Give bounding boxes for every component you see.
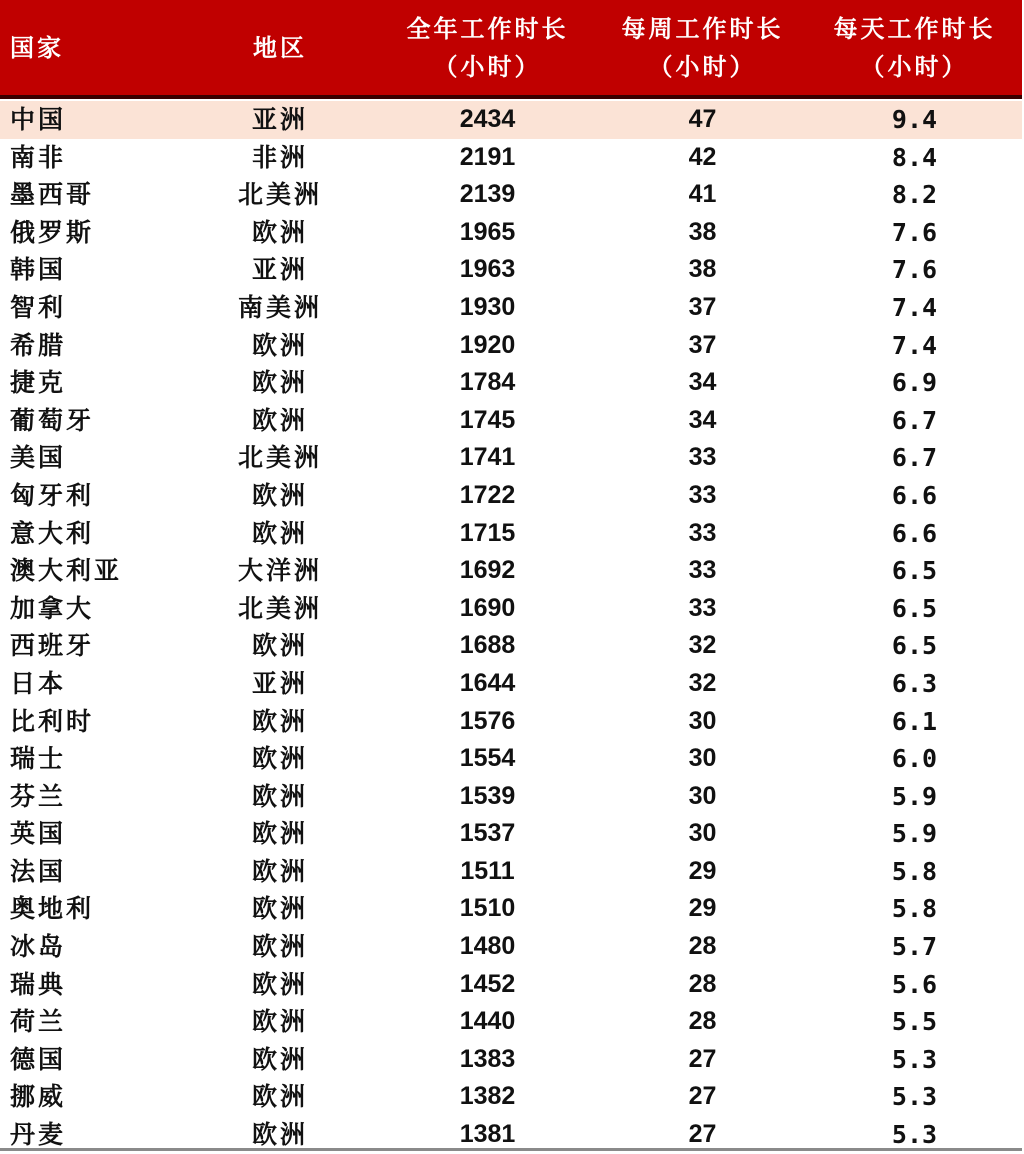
cell-weekly: 42 [688,142,717,171]
table-row [0,1003,1022,1041]
cell-country: 南非 [10,142,67,172]
header-country [0,0,140,95]
cell-country: 加拿大 [10,593,95,623]
header-region-label: 地区 [253,32,307,62]
cell-annual: 1688 [459,631,516,660]
cell-weekly: 27 [688,1044,717,1073]
cell-region: 欧洲 [251,1007,308,1037]
table-row [0,590,1022,628]
cell-region: 欧洲 [251,1044,308,1074]
cell-annual: 1440 [459,1007,516,1036]
table-row [0,439,1022,477]
cell-weekly: 34 [688,405,717,434]
cell-daily: 5.8 [891,894,938,924]
cell-annual: 1930 [459,292,516,321]
header-annual-hours [385,0,590,95]
table-row [0,477,1022,515]
cell-daily: 5.9 [891,819,938,849]
cell-annual: 1576 [459,706,516,735]
cell-region: 欧洲 [251,330,308,360]
cell-weekly: 38 [688,255,717,284]
table-row [0,778,1022,816]
cell-country: 捷克 [10,368,67,398]
cell-region: 欧洲 [251,894,308,924]
cell-daily: 6.6 [891,518,938,548]
cell-country: 葡萄牙 [10,405,95,435]
cell-weekly: 29 [688,856,717,885]
cell-annual: 1644 [459,668,516,697]
cell-annual: 2139 [459,180,516,209]
cell-weekly: 27 [688,1082,717,1111]
cell-daily: 6.1 [891,706,938,736]
cell-weekly: 33 [688,593,717,622]
table-row [0,552,1022,590]
cell-weekly: 30 [688,706,717,735]
cell-region: 欧洲 [251,932,308,962]
cell-daily: 7.4 [891,330,938,360]
table-row [0,740,1022,778]
table-row [0,815,1022,853]
cell-annual: 2191 [459,142,516,171]
cell-region: 非洲 [251,142,308,172]
cell-annual: 1745 [459,405,516,434]
cell-daily: 8.4 [891,142,938,172]
cell-country: 匈牙利 [10,480,95,510]
cell-daily: 6.7 [891,405,938,435]
cell-region: 亚洲 [251,668,308,698]
table-row [0,890,1022,928]
cell-annual: 2434 [459,105,516,133]
cell-region: 欧洲 [251,1120,308,1150]
cell-region: 欧洲 [251,480,308,510]
cell-annual: 1920 [459,330,516,359]
table-row [0,515,1022,553]
table-row [0,327,1022,365]
cell-region: 欧洲 [251,706,308,736]
cell-annual: 1537 [459,819,516,848]
cell-country: 意大利 [10,518,95,548]
cell-annual: 1480 [459,932,516,961]
cell-region: 欧洲 [251,969,308,999]
cell-region: 欧洲 [251,368,308,398]
cell-annual: 1511 [460,856,515,885]
cell-weekly: 33 [688,518,717,547]
cell-country: 荷兰 [10,1007,67,1037]
cell-region: 南美洲 [237,292,322,322]
header-region [205,0,355,95]
cell-country: 芬兰 [10,781,67,811]
cell-country: 美国 [10,443,67,473]
cell-annual: 1690 [459,593,516,622]
cell-annual: 1383 [459,1044,516,1073]
cell-region: 欧洲 [251,631,308,661]
cell-country: 丹麦 [10,1120,67,1150]
cell-country: 希腊 [10,330,67,360]
header-daily-hours [812,0,1017,95]
cell-country: 瑞士 [10,744,67,774]
cell-daily: 9.4 [891,105,938,134]
cell-region: 欧洲 [251,744,308,774]
table-row [0,966,1022,1004]
cell-country: 冰岛 [10,932,67,962]
table-row [0,1041,1022,1079]
cell-weekly: 37 [688,292,717,321]
cell-annual: 1741 [459,443,516,472]
header-weekly-line1: 每周工作时长 [621,13,784,43]
cell-weekly: 28 [688,969,717,998]
header-daily-line1: 每天工作时长 [833,13,996,43]
table-row [0,1078,1022,1116]
cell-daily: 5.6 [891,969,938,999]
cell-annual: 1381 [459,1120,516,1149]
cell-weekly: 30 [688,781,717,810]
cell-weekly: 29 [688,894,717,923]
cell-country: 英国 [10,819,67,849]
cell-country: 挪威 [10,1082,67,1112]
cell-weekly: 27 [688,1120,717,1149]
table-row [0,214,1022,252]
cell-region: 欧洲 [251,405,308,435]
cell-region: 北美洲 [237,180,322,210]
cell-daily: 8.2 [891,180,938,210]
cell-daily: 5.5 [891,1007,938,1037]
header-weekly-hours [600,0,805,95]
table-row [0,289,1022,327]
cell-region: 北美洲 [237,593,322,623]
cell-daily: 5.3 [891,1082,938,1112]
cell-region: 亚洲 [251,255,308,285]
cell-weekly: 33 [688,556,717,585]
cell-daily: 6.5 [891,593,938,623]
cell-daily: 6.5 [891,631,938,661]
header-country-label: 国家 [10,32,64,62]
cell-region: 北美洲 [237,443,322,473]
cell-daily: 6.3 [891,668,938,698]
cell-annual: 1722 [459,480,516,509]
cell-weekly: 37 [688,330,717,359]
cell-country: 瑞典 [10,969,67,999]
cell-annual: 1539 [459,781,516,810]
table-row [0,101,1022,139]
cell-region: 大洋洲 [237,556,322,586]
cell-daily: 6.7 [891,443,938,473]
cell-region: 亚洲 [251,105,308,134]
table-row [0,251,1022,289]
cell-weekly: 34 [688,368,717,397]
cell-weekly: 38 [688,217,717,246]
table-row [0,1116,1022,1154]
table-row [0,665,1022,703]
cell-weekly: 47 [688,105,717,133]
cell-country: 比利时 [10,706,95,736]
cell-weekly: 33 [688,443,717,472]
cell-country: 日本 [10,668,67,698]
cell-daily: 6.6 [891,480,938,510]
header-annual-line2: （小时） [433,51,542,81]
cell-daily: 6.0 [891,744,938,774]
cell-annual: 1382 [459,1082,516,1111]
table-row [0,703,1022,741]
cell-region: 欧洲 [251,518,308,548]
cell-daily: 6.5 [891,556,938,586]
cell-country: 法国 [10,856,67,886]
cell-daily: 7.6 [891,255,938,285]
cell-annual: 1965 [459,217,516,246]
cell-annual: 1692 [459,556,516,585]
cell-region: 欧洲 [251,1082,308,1112]
table-body [0,101,1022,1154]
cell-country: 德国 [10,1044,67,1074]
table-row [0,139,1022,177]
cell-country: 奥地利 [10,894,95,924]
table-row [0,853,1022,891]
cell-annual: 1784 [459,368,516,397]
header-daily-line2: （小时） [860,51,969,81]
cell-daily: 7.4 [891,292,938,322]
cell-daily: 5.9 [891,781,938,811]
cell-annual: 1452 [459,969,516,998]
table-row [0,928,1022,966]
header-weekly-line2: （小时） [648,51,757,81]
cell-daily: 5.3 [891,1044,938,1074]
cell-annual: 1963 [459,255,516,284]
cell-daily: 5.7 [891,932,938,962]
cell-daily: 5.3 [891,1120,938,1150]
cell-region: 欧洲 [251,856,308,886]
cell-weekly: 32 [688,631,717,660]
table-row [0,364,1022,402]
cell-country: 西班牙 [10,631,95,661]
cell-daily: 7.6 [891,217,938,247]
cell-weekly: 41 [688,180,717,209]
table-row [0,176,1022,214]
cell-annual: 1554 [459,744,516,773]
cell-weekly: 32 [688,668,717,697]
cell-weekly: 28 [688,1007,717,1036]
cell-region: 欧洲 [251,781,308,811]
cell-country: 智利 [10,292,67,322]
cell-annual: 1510 [459,894,516,923]
cell-country: 韩国 [10,255,67,285]
cell-country: 俄罗斯 [10,217,95,247]
cell-weekly: 33 [688,480,717,509]
table-header [0,0,1022,99]
cell-country: 澳大利亚 [10,556,123,586]
cell-daily: 5.8 [891,856,938,886]
table-row [0,402,1022,440]
header-annual-line1: 全年工作时长 [406,13,569,43]
cell-daily: 6.9 [891,368,938,398]
table-row [0,627,1022,665]
cell-region: 欧洲 [251,217,308,247]
cell-annual: 1715 [459,518,516,547]
cell-weekly: 30 [688,744,717,773]
cell-country: 中国 [10,105,67,134]
cell-region: 欧洲 [251,819,308,849]
cell-weekly: 30 [688,819,717,848]
cell-country: 墨西哥 [10,180,95,210]
cell-weekly: 28 [688,932,717,961]
